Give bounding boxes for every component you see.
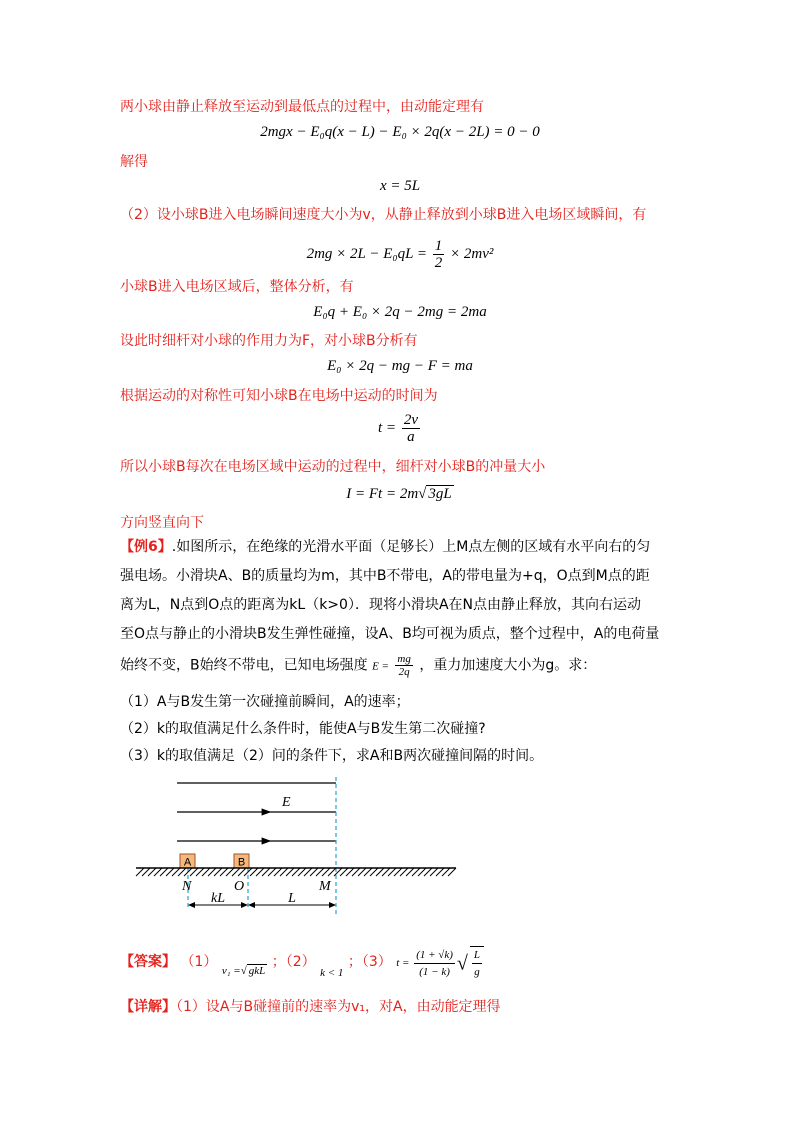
- eq3-fraction: [433, 238, 445, 271]
- equation-impulse: I = Ft = 2m√ 3gL: [346, 486, 452, 502]
- eq3-right: × 2mv²: [450, 245, 494, 262]
- answer-3-label: ；（3）: [347, 954, 392, 970]
- eq3-num: 1: [434, 238, 443, 254]
- field-den: 2q: [395, 665, 412, 678]
- detail-text: （1）设A与B碰撞前的速率为v₁，对A，由动能定理得: [176, 999, 501, 1015]
- equation-newton-2: E₀ × 2q − mg − F = ma: [327, 358, 473, 374]
- answer-3-root-num: L: [473, 949, 480, 962]
- solution-text-3: 小球B进入电场区域后，整体分析，有: [120, 279, 354, 295]
- example-6-line-2: 强电场。小滑块A、B的质量均为m，其中B不带电，A的带电量为+q，O点到M点的距: [120, 568, 650, 584]
- detail-tag: 【详解】: [120, 999, 176, 1015]
- answer-3-root-den: g: [472, 963, 482, 980]
- field-strength-fraction: [395, 653, 412, 678]
- ground-hatching: [136, 868, 456, 876]
- answer-3-num: (1 + √k): [416, 948, 453, 961]
- field-label: E: [282, 795, 291, 810]
- physics-figure: [130, 775, 470, 920]
- dimension-l-label: L: [288, 891, 296, 906]
- solution-text-5: 根据运动的对称性可知小球B在电场中运动的时间为: [120, 388, 438, 404]
- solution-direction: 方向竖直向下: [120, 515, 204, 531]
- eq7-left: I = Ft = 2m: [346, 486, 419, 502]
- equation-time: [0, 412, 800, 445]
- example-6-line-5: [120, 653, 596, 678]
- block-b-label: B: [237, 856, 246, 869]
- eq3-left: 2mg × 2L − E₀qL =: [306, 245, 428, 262]
- solution-text-2: （2）设小球B进入电场瞬间速度大小为v，从静止释放到小球B进入电场区域瞬间，有: [120, 207, 647, 223]
- equation-newton-1: E₀q + E₀ × 2q − 2mg = 2ma: [313, 304, 487, 320]
- question-2: （2）k的取值满足什么条件时，能使A与B发生第二次碰撞?: [120, 721, 486, 737]
- solution-jiede: 解得: [120, 154, 148, 170]
- example-6-line-1: [120, 537, 650, 557]
- point-n-label: N: [182, 879, 192, 894]
- question-3: （3）k的取值满足（2）问的条件下，求A和B两次碰撞间隔的时间。: [120, 748, 544, 764]
- eq6-left: t =: [378, 419, 397, 436]
- example-6-text-5b: ，重力加速度大小为g。求：: [419, 657, 597, 674]
- eq6-den: a: [402, 428, 420, 445]
- dimension-kl-label: kL: [211, 891, 225, 906]
- question-1: （1）A与B发生第一次碰撞前瞬间，A的速率；: [120, 694, 410, 710]
- eq6-fraction: [402, 412, 420, 445]
- answer-1-expr: v₁ =√ gkL: [221, 965, 266, 977]
- point-m-label: M: [319, 879, 331, 894]
- detail-line: [120, 997, 501, 1017]
- example-6-line-3: 离为L，N点到O点的距离为kL（k>0）．现将小滑块A在N点由静止释放，其向右运动: [120, 597, 641, 613]
- example-6-text-1: .如图所示，在绝缘的光滑水平面（足够长）上M点左侧的区域有水平向右的匀: [171, 539, 651, 555]
- eq7-root: 3gL: [428, 486, 452, 502]
- equation-energy-1: 2mgx − E₀q(x − L) − E₀ × 2q(x − 2L) = 0 − 0: [260, 124, 540, 140]
- equation-x-result: x = 5L: [379, 178, 421, 194]
- eq6-num: 2v: [403, 412, 418, 428]
- answer-3-den: (1 − k): [414, 963, 455, 980]
- example-6-line-4: 至O点与静止的小滑块B发生弹性碰撞，设A、B均可视为质点，整个过程中，A的电荷量: [120, 626, 660, 642]
- example-6-text-5a: 始终不变，B始终不带电，已知电场强度: [120, 657, 368, 674]
- equation-energy-2: [0, 238, 800, 271]
- example-6-tag: 【例6】: [120, 539, 172, 555]
- field-strength-left: E =: [372, 660, 389, 673]
- answer-1-label: （1）: [180, 954, 218, 970]
- answer-2-expr: k < 1: [320, 967, 344, 979]
- field-num: mg: [397, 653, 411, 665]
- block-a-label: A: [183, 856, 192, 869]
- solution-text-1: 两小球由静止释放至运动到最低点的过程中，由动能定理有: [120, 99, 484, 115]
- solution-text-6: 所以小球B每次在电场区域中运动的过程中，细杆对小球B的冲量大小: [120, 459, 546, 475]
- answer-3-expr: t = $\frac{(1 + √k)}{(1 - k)}$ √ $\frac{L}{g}$: [396, 957, 486, 969]
- solution-text-4: 设此时细杆对小球的作用力为F，对小球B分析有: [120, 333, 418, 349]
- answer-2-label: ；（2）: [271, 954, 316, 970]
- point-o-label: O: [234, 879, 245, 894]
- eq3-den: 2: [434, 255, 443, 271]
- answer-line: [120, 942, 486, 982]
- answer-tag: 【答案】: [120, 954, 176, 970]
